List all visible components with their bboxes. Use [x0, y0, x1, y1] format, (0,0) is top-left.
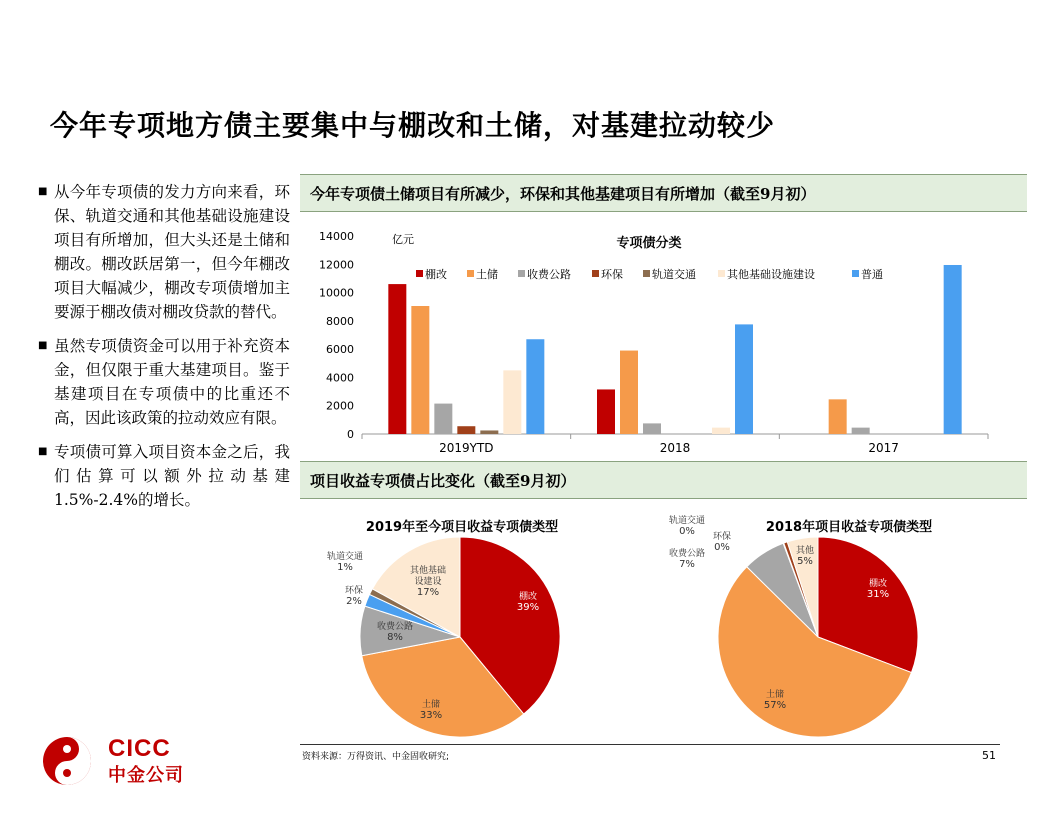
page-number: 51	[982, 749, 996, 762]
pie-percent: 8%	[387, 632, 403, 643]
pie-label: 环保	[712, 532, 732, 542]
bar-普通-2018	[735, 324, 753, 434]
pie-percent: 5%	[797, 556, 813, 567]
pie-label: 其他	[795, 546, 815, 556]
x-tick-label: 2018	[659, 441, 691, 455]
y-tick-label: 4000	[326, 371, 354, 385]
bar-普通-2017	[944, 265, 962, 434]
bullet-item	[38, 334, 290, 430]
y-tick-label: 14000	[319, 230, 354, 243]
bullet-text: 从今年专项债的发力方向来看，环保、轨道交通和其他基础设施建设项目有所增加，但大头还是土储和棚改。棚改跃居第一，但今年棚改项目大幅减少，棚改专项债增加主要源于棚改债对棚改贷款的替代。	[54, 183, 290, 321]
bar-收费公路-2017	[852, 428, 870, 434]
pie-percent: 39%	[516, 602, 540, 613]
pie-label: 土储	[421, 700, 441, 710]
pie-label: 棚改	[868, 579, 888, 589]
x-tick-label: 2019YTD	[439, 441, 494, 455]
pie-percent: 33%	[419, 710, 443, 721]
pie-label: 环保	[344, 586, 364, 596]
bar-chart-header: 今年专项债土储项目有所减少，环保和其他基建项目有所增加（截至9月初）	[300, 174, 1027, 212]
y-tick-label: 10000	[319, 286, 354, 300]
pie-label: 收费公路	[668, 549, 706, 559]
legend-label: 棚改	[425, 268, 447, 281]
pie-percent: 31%	[866, 589, 890, 600]
pie-percent: 17%	[416, 587, 440, 598]
legend-label: 土储	[476, 268, 498, 281]
square-bullet-icon: ■	[38, 340, 48, 351]
pie-label: 设建设	[414, 577, 442, 587]
y-unit-label: 亿元	[392, 233, 414, 246]
legend-swatch	[518, 270, 525, 277]
bullet-item	[38, 180, 290, 324]
legend-label: 轨道交通	[652, 268, 696, 281]
bar-环保-2019YTD	[457, 426, 475, 434]
bullet-list	[38, 180, 290, 522]
logo-text-en: CICC	[108, 735, 171, 762]
legend-swatch	[643, 270, 650, 277]
legend-label: 环保	[601, 268, 623, 281]
pie-label: 轨道交通	[668, 516, 706, 526]
x-tick-label: 2017	[868, 441, 899, 455]
bar-chart	[300, 216, 1000, 461]
pie-label: 轨道交通	[326, 552, 364, 562]
y-tick-label: 6000	[326, 343, 354, 357]
pie-chart-title: 2019年至今项目收益专项债类型	[365, 520, 559, 535]
page-title: 今年专项地方债主要集中与棚改和土储，对基建拉动较少	[50, 109, 776, 142]
pie-percent: 0%	[714, 542, 730, 553]
footer-divider	[300, 744, 1000, 745]
legend-swatch	[852, 270, 859, 277]
pie-label: 棚改	[518, 592, 538, 602]
bar-其他基础设施建设-2018	[712, 428, 730, 434]
pie-percent: 7%	[679, 559, 695, 570]
pie-label: 土储	[765, 690, 785, 700]
bar-轨道交通-2019YTD	[480, 430, 498, 434]
bar-土储-2017	[829, 399, 847, 434]
bullet-text: 虽然专项债资金可以用于补充资本金，但仅限于重大基建项目。鉴于基建项目在专项债中的比重还不高，因此该政策的拉动效应有限。	[54, 337, 290, 427]
source-note: 资料来源：万得资讯、中金固收研究;	[302, 752, 450, 762]
y-tick-label: 12000	[319, 258, 354, 272]
pie-percent: 57%	[763, 700, 787, 711]
pie-percent: 1%	[337, 562, 353, 573]
legend-label: 普通	[861, 268, 883, 281]
bar-棚改-2018	[597, 389, 615, 434]
square-bullet-icon: ■	[38, 186, 48, 197]
bar-土储-2018	[620, 351, 638, 434]
pie-percent: 2%	[346, 596, 362, 607]
pie-chart-2019	[300, 502, 640, 742]
legend-swatch	[416, 270, 423, 277]
bar-chart-title: 专项债分类	[616, 236, 682, 251]
legend-label: 收费公路	[527, 268, 571, 281]
y-tick-label: 2000	[326, 399, 354, 413]
y-tick-label: 8000	[326, 314, 354, 328]
legend-swatch	[592, 270, 599, 277]
bar-普通-2019YTD	[526, 339, 544, 434]
pie-charts-header: 项目收益专项债占比变化（截至9月初）	[300, 461, 1027, 499]
bullet-text: 专项债可算入项目资本金之后，我们估算可以额外拉动基建1.5%-2.4%的增长。	[54, 443, 290, 509]
legend-swatch	[467, 270, 474, 277]
square-bullet-icon: ■	[38, 446, 48, 457]
bar-收费公路-2018	[643, 423, 661, 434]
legend-swatch	[718, 270, 725, 277]
bar-土储-2019YTD	[411, 306, 429, 434]
bar-收费公路-2019YTD	[434, 404, 452, 434]
pie-chart-2018	[655, 502, 1005, 742]
pie-percent: 0%	[679, 526, 695, 537]
pie-label: 收费公路	[376, 622, 414, 632]
legend-label: 其他基础设施建设	[727, 268, 815, 281]
pie-label: 其他基础	[409, 566, 447, 576]
logo-text-cn: 中金公司	[108, 765, 184, 786]
pie-chart-title: 2018年项目收益专项债类型	[765, 520, 933, 535]
bar-其他基础设施建设-2019YTD	[503, 370, 521, 434]
y-tick-label: 0	[347, 428, 354, 441]
bullet-item	[38, 440, 290, 512]
bar-棚改-2019YTD	[388, 284, 406, 434]
